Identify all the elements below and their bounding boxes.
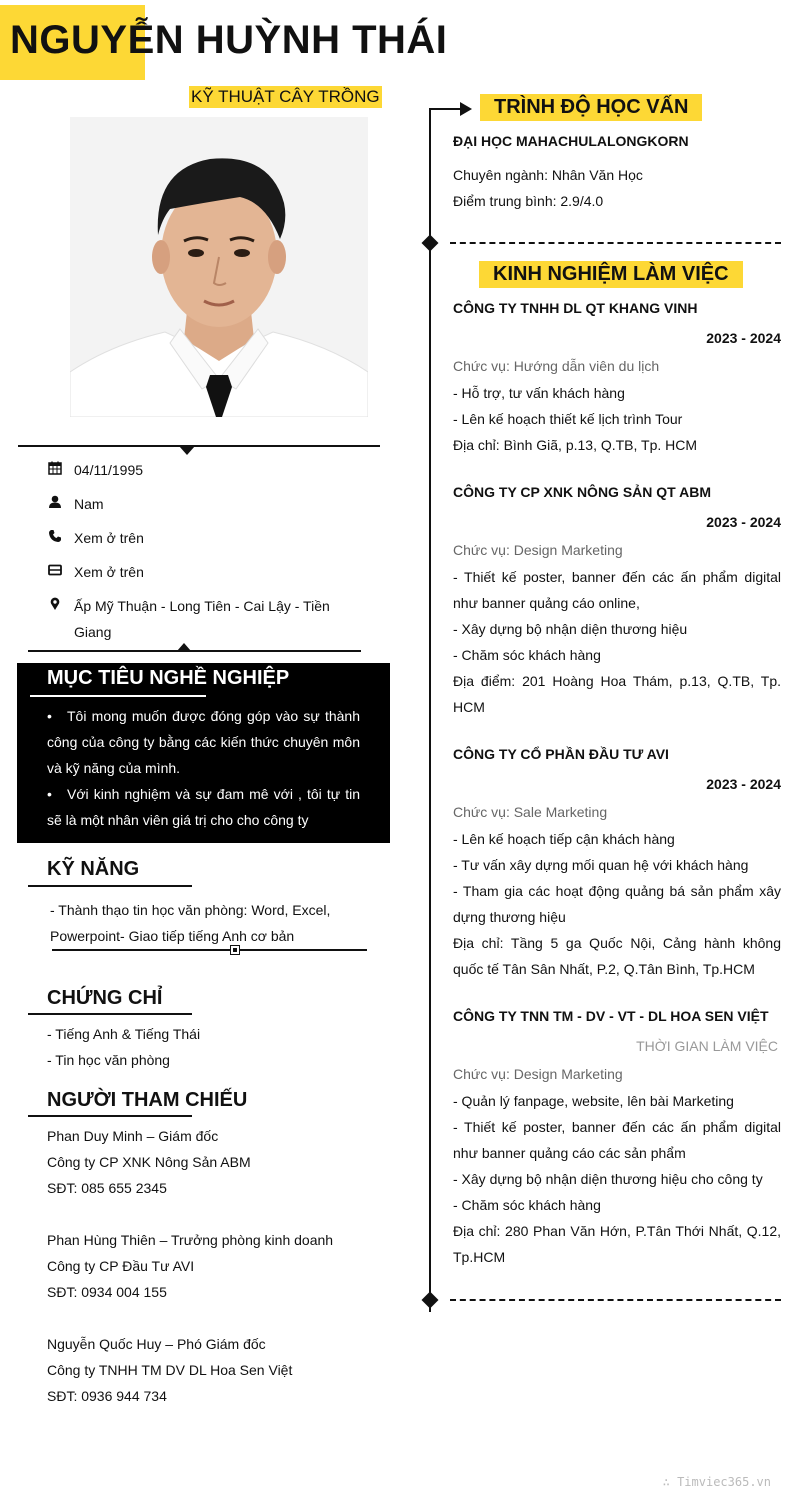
skills-underline <box>28 885 192 887</box>
email: Xem ở trên <box>74 564 144 580</box>
job-description <box>453 1088 781 1270</box>
certificates-title: CHỨNG CHỈ <box>47 987 163 1009</box>
timeline-marker <box>422 1292 439 1309</box>
objective-text <box>47 703 360 833</box>
reference-company: Công ty TNHH TM DV DL Hoa Sen Việt <box>47 1362 293 1378</box>
job-position: Chức vụ: Design Marketing <box>453 542 623 558</box>
job-company: CÔNG TY TNN TM - DV - VT - DL HOA SEN VIỆT <box>453 1008 769 1024</box>
education-gpa: Điểm trung bình: 2.9/4.0 <box>453 193 604 209</box>
job-position: Chức vụ: Hướng dẫn viên du lịch <box>453 358 660 374</box>
watermark-brand: ∴ Timviec365.vn <box>662 1475 771 1489</box>
timeline-marker <box>422 235 439 252</box>
experience-title: KINH NGHIỆM LÀM VIỆC <box>479 261 743 288</box>
section-divider <box>450 1299 781 1301</box>
certificate-item: - Tin học văn phòng <box>47 1052 170 1068</box>
reference-company: Công ty CP Đầu Tư AVI <box>47 1258 195 1274</box>
job-line: - Thiết kế poster, banner đến các ấn phẩm digital như banner quảng cáo online, <box>453 569 781 611</box>
objective-title: MỤC TIÊU NGHỀ NGHIỆP <box>47 667 290 689</box>
job-line: Địa chỉ: Bình Giã, p.13, Q.TB, Tp. HCM <box>453 437 698 453</box>
job-position: Chức vụ: Sale Marketing <box>453 804 608 820</box>
candidate-name: NGUYỄN HUỲNH THÁI <box>10 18 448 62</box>
phone: Xem ở trên <box>74 530 144 546</box>
job-line: - Lên kế hoạch thiết kế lịch trình Tour <box>453 411 683 427</box>
divider-arrow <box>177 643 191 651</box>
references-underline <box>28 1115 192 1117</box>
job-description <box>453 826 781 982</box>
profile-photo <box>70 117 368 417</box>
job-line: Địa chỉ: Tầng 5 ga Quốc Nội, Cảng hành không quốc tế Tân Sân Nhất, P.2, Q.Tân Bình, Tp.HCM <box>453 935 781 977</box>
certificate-item: - Tiếng Anh & Tiếng Thái <box>47 1026 201 1042</box>
job-line: - Quản lý fanpage, website, lên bài Marketing <box>453 1093 734 1109</box>
calendar-icon <box>47 461 63 478</box>
job-line: - Tham gia các hoạt động quảng bá sản phẩm xây dựng thương hiệu <box>453 883 781 925</box>
info-divider-bottom <box>28 650 361 652</box>
job-line: - Xây dựng bộ nhận diện thương hiệu cho công ty <box>453 1171 763 1187</box>
phone-icon <box>47 529 63 546</box>
gender: Nam <box>74 496 104 512</box>
job-line: - Chăm sóc khách hàng <box>453 647 601 663</box>
job-line: Địa điểm: 201 Hoàng Hoa Thám, p.13, Q.TB, Tp. HCM <box>453 673 781 715</box>
job-line: - Hỗ trợ, tư vấn khách hàng <box>453 385 625 401</box>
timeline-line <box>429 112 431 1312</box>
job-position: Chức vụ: Design Marketing <box>453 1066 623 1082</box>
certificates-underline <box>28 1013 192 1015</box>
info-divider-top <box>18 445 380 447</box>
skills-text: - Thành thạo tin học văn phòng: Word, Excel, Powerpoint- Giao tiếp tiếng Anh cơ bản <box>50 902 331 944</box>
objective-item: • Với kinh nghiệm và sự đam mê với , tôi tự tin sẽ là một nhân viên giá trị cho cho công ty <box>47 781 360 833</box>
job-period: 2023 - 2024 <box>706 776 781 792</box>
job-description <box>453 564 781 720</box>
job-line: - Tư vấn xây dựng mối quan hệ với khách hàng <box>453 857 749 873</box>
reference-phone: SĐT: 0936 944 734 <box>47 1388 167 1404</box>
job-company: CÔNG TY TNHH DL QT KHANG VINH <box>453 300 698 316</box>
portrait-illustration <box>70 117 368 417</box>
email-icon <box>47 563 63 580</box>
objective-section <box>17 663 390 843</box>
job-period: 2023 - 2024 <box>706 514 781 530</box>
skills-divider <box>52 949 367 951</box>
user-icon <box>47 495 63 512</box>
objective-item: • Tôi mong muốn được đóng góp vào sự thành công của công ty bằng các kiến thức chuyên môn và kỹ năng của mình. <box>47 703 360 781</box>
job-title: KỸ THUẬT CÂY TRỒNG <box>191 87 380 106</box>
job-line: - Thiết kế poster, banner đến các ấn phẩm digital như banner quảng cáo các sản phẩm <box>453 1119 781 1161</box>
section-divider <box>450 242 781 244</box>
education-title: TRÌNH ĐỘ HỌC VẤN <box>480 94 702 121</box>
job-line: Địa chỉ: 280 Phan Văn Hớn, P.Tân Thới Nhất, Q.12, Tp.HCM <box>453 1223 781 1265</box>
timeline-arrow-icon <box>428 100 474 122</box>
references-title: NGƯỜI THAM CHIẾU <box>47 1089 248 1111</box>
job-company: CÔNG TY CP XNK NÔNG SẢN QT ABM <box>453 484 711 500</box>
job-line: - Xây dựng bộ nhận diện thương hiệu <box>453 621 688 637</box>
school-name: ĐẠI HỌC MAHACHULALONGKORN <box>453 133 689 149</box>
divider-handle <box>230 945 240 955</box>
address: Ấp Mỹ Thuận - Long Tiên - Cai Lậy - Tiền Giang <box>74 598 330 640</box>
job-line: - Chăm sóc khách hàng <box>453 1197 601 1213</box>
skills-title: KỸ NĂNG <box>47 858 140 880</box>
job-period: THỜI GIAN LÀM VIỆC <box>636 1038 778 1054</box>
reference-phone: SĐT: 0934 004 155 <box>47 1284 167 1300</box>
reference-phone: SĐT: 085 655 2345 <box>47 1180 167 1196</box>
reference-company: Công ty CP XNK Nông Sản ABM <box>47 1154 251 1170</box>
birthday: 04/11/1995 <box>74 462 144 478</box>
reference-name: Phan Duy Minh – Giám đốc <box>47 1128 219 1144</box>
job-description <box>453 380 781 458</box>
reference-name: Phan Hùng Thiên – Trưởng phòng kinh doanh <box>47 1232 334 1248</box>
education-major: Chuyên ngành: Nhân Văn Học <box>453 167 643 183</box>
location-icon <box>47 597 63 614</box>
objective-underline <box>30 695 206 697</box>
job-period: 2023 - 2024 <box>706 330 781 346</box>
job-company: CÔNG TY CỔ PHẦN ĐẦU TƯ AVI <box>453 746 669 762</box>
divider-arrow <box>179 446 195 455</box>
reference-name: Nguyễn Quốc Huy – Phó Giám đốc <box>47 1336 266 1352</box>
job-line: - Lên kế hoạch tiếp cận khách hàng <box>453 831 675 847</box>
